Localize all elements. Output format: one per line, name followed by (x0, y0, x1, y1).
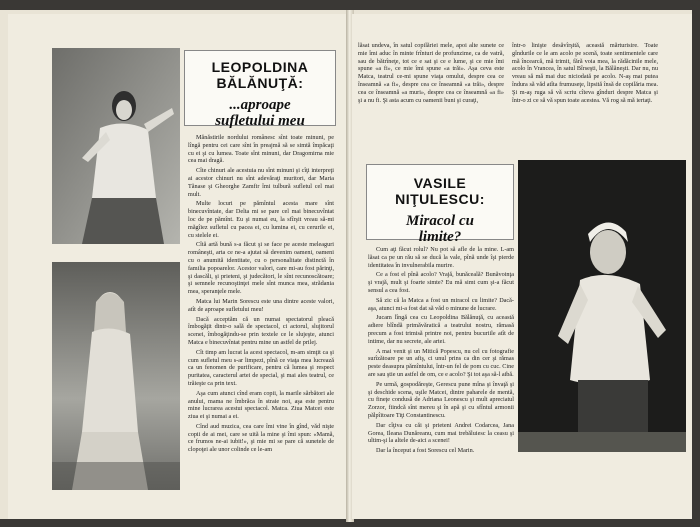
left-paragraph: Cîtă artă bună s-a făcut şi se face pe aceste meleaguri româneşti, arta ce ne-a ajutat să devenim oameni, oameni cu o anumită identitate, cu o personalitate distinctă în familia popoarelor. Acestor valori, care mi-au fost părinţi, şi dascăli, şi prieteni, şi judecători, le sînt recunoscătoare; şi semnele recunoştinţei mele sînt munca mea, strădania mea, speranţele mele. (188, 241, 334, 296)
book-cover-top-edge (0, 0, 700, 10)
right-top-paragraph-1: lăsat undeva, în satul copilăriei mele, apoi alte sunete ce mie îmi aduc în minte frînturi de profunzime, ca de vatră, sau de bătrîneţe, tot ce e sat şi ce e lume, şi ce mie îmi spune «a fi», ce mie îmi spune «a trăi». Aşa ceva este Matca, teatrul ce-mi spune viaţa omului, despre cea ce înseamnă «a fi», despre cea ce înseamnă «a trăi», despre cea ce înseamnă «a muri», despre cea ce înseamnă «a fi» şi a nu fi. Şi asta acum cu oamenii buni şi curaţi, (358, 42, 504, 104)
right-article-author: VASILE NIŢULESCU: (395, 175, 485, 207)
actor-photo (518, 160, 686, 452)
left-paragraph: Dacă acceptăm că un numai spectatorul pleacă îmbogăţit dintr-o sală de spectacol, ci actorul, slujitorul scenei, îmbogăţindu-se prin textele ce le slujeşte, atunci Matca e binecuvîntat pentru mine un astfel de prilej. (188, 315, 334, 346)
right-paragraph: Ce a fost el pînă acolo? Vrajă, bunăceală? Bunăvoinţa şi vrajă, mult şi foarte simte? Eu mă simt cum şi-a făcut sensul a cea fost. (368, 271, 514, 294)
left-paragraph: Aşa cum atunci cînd eram copii, la marile sărbători ale anului, mama ne îmbrăca în straie noi, aşa este pentru mine lucrarea acestui spectacol. Matca. Ziua Matcei este ziua ei şi numai a ei. (188, 389, 334, 421)
right-paragraph: Jucam lîngă cea cu Leopoldina Bălănuţă, cu această adiere blîndă primăvăratică a teatrului nostru, rămasă precum a fost trimisă printre noi, pentru bucuriile atît de intime, dar nu secrete, ale artei. (368, 314, 514, 345)
left-article-title-box (184, 50, 336, 129)
actress-photo-bottom (52, 262, 180, 490)
actress-photo-top (52, 48, 180, 244)
left-article-column (188, 134, 334, 510)
book-cover-right-edge (692, 0, 700, 527)
left-paragraph: Matca lui Marin Sorescu este una dintre aceste valori, atît de aproape sufletului meu! (188, 297, 334, 313)
left-article-subtitle-1: ...aproape (229, 97, 291, 113)
right-top-paragraph-2: într-o linişte desăvîrşită, această mărturisire. Toate gîndurile ce le am acolo pe scenă, toate sentimentele care mă încearcă, mă trimit, fără voia mea, la rădăcinile mele, acolo în Vrancea, în satul Bîrseşti, la Bălăneşti. Dar nu, nu vreau să mă mai duc niciodată pe acolo. N-aş mai putea îndura să văd atîta frumuseţe, lipsită însă de copilăria mea. Şi m-aş ruga să vă scriu cîteva gînduri despre Matca şi într-o zi ce să vă spun toate acestea. Vă rog să mă iertaţi. (512, 42, 658, 104)
left-article-author: LEOPOLDINA BĂLĂNUŢĂ: (211, 59, 309, 91)
left-article-subtitle-2: sufletului meu (215, 113, 305, 129)
left-paragraph: Cît timp am lucrat la acest spectacol, m-am simţit ca şi cum sufletul meu s-ar limpezi, pînă ce viaţa mea lucrează ca un fenomen de purificare, pentru că lumea şi respect puritatea, caracterul artei de special, şi mai ales teatrul, ce trăieşte ca prin text. (188, 348, 334, 387)
right-paragraph: Dar la început a fost Sorescu cel Marin. (376, 447, 475, 455)
right-article-subtitle-2: limite? (418, 229, 462, 245)
right-article-subtitle-1: Miracol cu (406, 213, 474, 229)
right-page (352, 14, 692, 519)
right-paragraph: Să zic că la Matca a fost un miracol cu limite? Dacă-aşa, atunci mi-a fost dat să văd o minune de lucrare. (368, 296, 514, 312)
right-paragraph: Dar cîţiva cu căi şi prieteni Andrei Codarcea, Jana Gorea, Ileana Dunăreanu, cum mai trebăluiesc la ceasu şi ultim-şi la altele de-aici a scenei! (368, 421, 514, 445)
right-article-column (368, 246, 514, 510)
right-paragraph: Pe urmă, gospodăreşte, Gerescu pune mîna şi învaţă şi şi deschide scena, uşile Matcei, dintre paharele de mentă, cu fineţe condusă de Adriana Leonescu şi mult apreciatul Zorzor, fiindcă sînt mereu şi în apă şi cu sfîntul armonii pălpîitoare Tiţi Constantinescu. (368, 380, 514, 419)
left-paragraph: Multe locuri pe pămîntul acesta mare sînt binecuvîntate, dar Delta mi se pare cel mai binecuvîntat loc de pe pămînt. Eu şi numai eu, la sfîrşit vreau să-mi măgîiez sufletul cu pacea ei, cu lumina ei, cu cerurile ei, cu stelele ei. (188, 200, 334, 239)
left-paragraph: Mănăstirile nordului românesc sînt toate minuni, pe lîngă pentru cei care sînt în preajmă să se simtă împăcaţi cu ei şi cu lumea. Toate sînt minuni, dar Dragomirna mie cea mai dragă. (188, 134, 334, 165)
right-paragraph: Cum aţi făcut rolul? Nu pot să afle de la mine. L-am lăsat ca pe un rău să se ducă la vale, pînă unde îşi pierde identitatea în invulnerabila murire. (368, 246, 514, 269)
left-page (8, 14, 348, 519)
right-top-column-2 (512, 42, 658, 152)
left-paragraph: Cîte chinuri ale acestuia nu sînt minuni şi cîţi interpreţi ai acestor chinuri nu sînt adevăraţi muritori, dar Maria Tănase şi Gheorghe Zamfir îmi tulbură sufletul cel mai mult. (188, 167, 334, 198)
left-paragraph: Cînd aud muzica, cea care îmi vine în gînd, văd nişte copii de ai mei, care se uită la mine şi îmi spun: «Mamă, ce frumos ne-ai iubit!», şi mie mi se pare că sunetele de clopoţei ale unor colinde ce le-am (188, 422, 334, 454)
right-paragraph: A mai venit şi un Mitică Popescu, nu cel cu fotografie surîzătoare pe un afiş, ci unul prins ca din cer şi rămas peste deasupra pămîntului, într-un fel de pom cu cuc. Cine are sau ştie un astfel de om, ce e acolo? Şi tot aşa să-l aibă. (368, 347, 514, 378)
right-article-title-box (366, 164, 514, 245)
right-top-column-1 (358, 42, 504, 152)
